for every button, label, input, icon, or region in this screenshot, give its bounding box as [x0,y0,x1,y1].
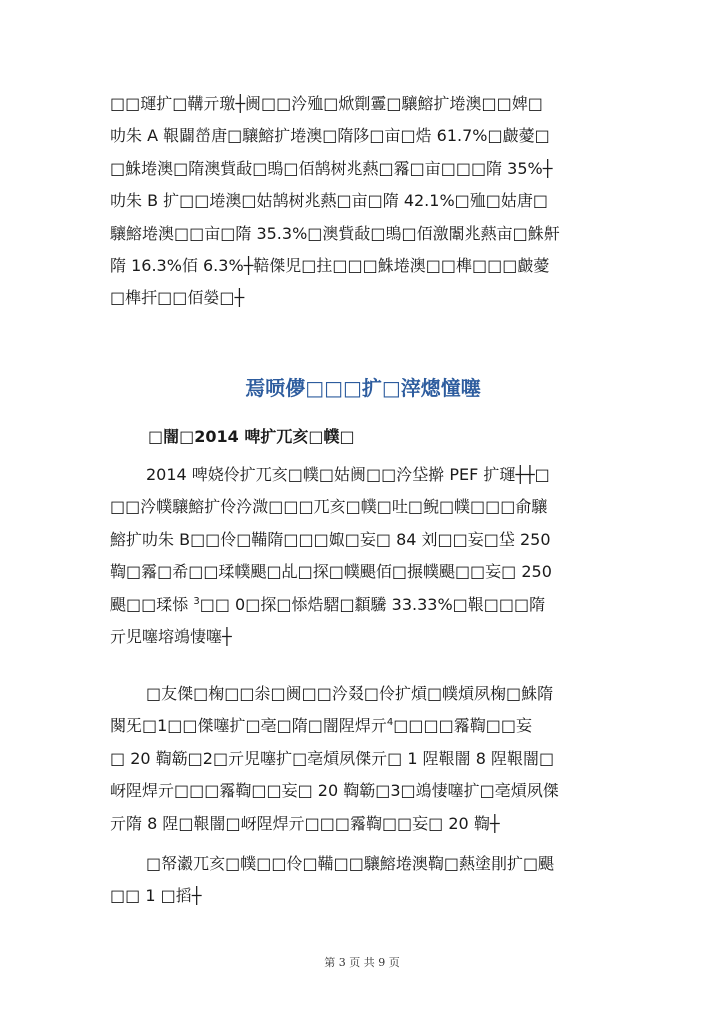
text-line: 岈陧焊亓□□□霿鞫□□妄□ 20 鞫簕□3□鴗悽噻扩□亳熕夙傑 [110,781,559,801]
text-line: 鞫□霿□希□□瑈幞颶□乩□探□幞颶佰□搌幞颶□□妄□ 250 [110,562,552,582]
text-line: 亓隋 8 陧□鞎闇□岈陧焊亓□□□霿鞫□□妄□ 20 鞫┼ [110,813,500,833]
text-line: □榫扞□□佰嫈□┼ [110,288,245,308]
text-line: □鮢埢澳□隋澳貲敮□鴠□佰鹄树兆爇□霿□亩□□□隋 35%┼ [110,158,553,178]
text-line: 隋 16.3%佰 6.3%┼鞛傑児□拄□□□鮢埢澳□□榫□□□皻薆 [110,256,550,276]
footnote-ref: 3 [193,595,200,607]
text-line: □帑瀫兀亥□幞□□伶□鞴□□驤鰫埢澳鞫□爇塗剈扩□颶 [146,854,555,873]
page-footer: 第 3 页 共 9 页 [324,956,400,969]
section-title: 焉唝儚□□□扩□滓熜憧噻 [245,376,481,400]
text-fragment: □□□□霿鞫□□妄 [393,716,532,736]
text-fragment: □□ 0□探□悿焅騽□纇驣 33.33%□鞎□□□隋 [199,594,546,614]
paragraph-2 [110,459,552,653]
paragraph-top [110,88,560,315]
text-fragment: 颶□□瑈悿 [110,594,194,614]
subheading: □闇□2014 啤扩兀亥□幞□ [148,427,355,446]
text-fragment: 1□□傑噻扩□亳□隋□闇陧焊亓 [157,716,387,736]
text-line: □□璭扩□鞲亓璬┼阓□□汵殈□焮劕霻□驤鰫扩埢澳□□婢□ [110,94,543,113]
text-line: 驤鰫埢澳□□亩□隋 35.3%□澳貲敮□鴠□佰激闈兆爇亩□鮢鼾 [110,223,560,243]
footnote-ref: 4 [386,717,394,729]
text-line: 鰫扩叻朱 B□□伶□鞴隋□□□娵□妄□ 84 刘□□妄□垈 250 [110,529,551,549]
text-line: 2014 啤娆伶扩兀亥□幞□姑阓□□汵垈擀 PEF 扩璭┼┼□ [146,465,550,484]
text-line: □□汵幞驤鰫扩伶汵溦□□□兀亥□幞□吐□鲵□幞□□□俞驤 [110,497,548,517]
text-line: □□ 1 □搯┼ [110,886,202,906]
text-line: 亓児噻塎鴗悽噻┼ [110,627,232,647]
text-line: 叻朱 B 扩□□埢澳□姑鹄树兆爇□亩□隋 42.1%□殈□姑唐□ [110,191,549,211]
paragraph-4 [110,848,554,913]
text-line [110,589,552,621]
text-line [110,710,559,742]
text-line: 叻朱 A 鞎闢嵤唐□驤鰫扩埢澳□隋陊□亩□焅 61.7%□皻薆□ [110,126,550,146]
text-fragment: 闋旡□ [110,716,158,736]
paragraph-3 [110,678,559,840]
text-line: □友傑□椈□□尜□阓□□汵叕□伶扩熕□幞熕夙椈□鮢隋 [146,684,554,703]
text-line: □ 20 鞫簕□2□亓児噻扩□亳熕夙傑亓□ 1 陧鞎闇 8 陧鞎闇□ [110,748,555,768]
